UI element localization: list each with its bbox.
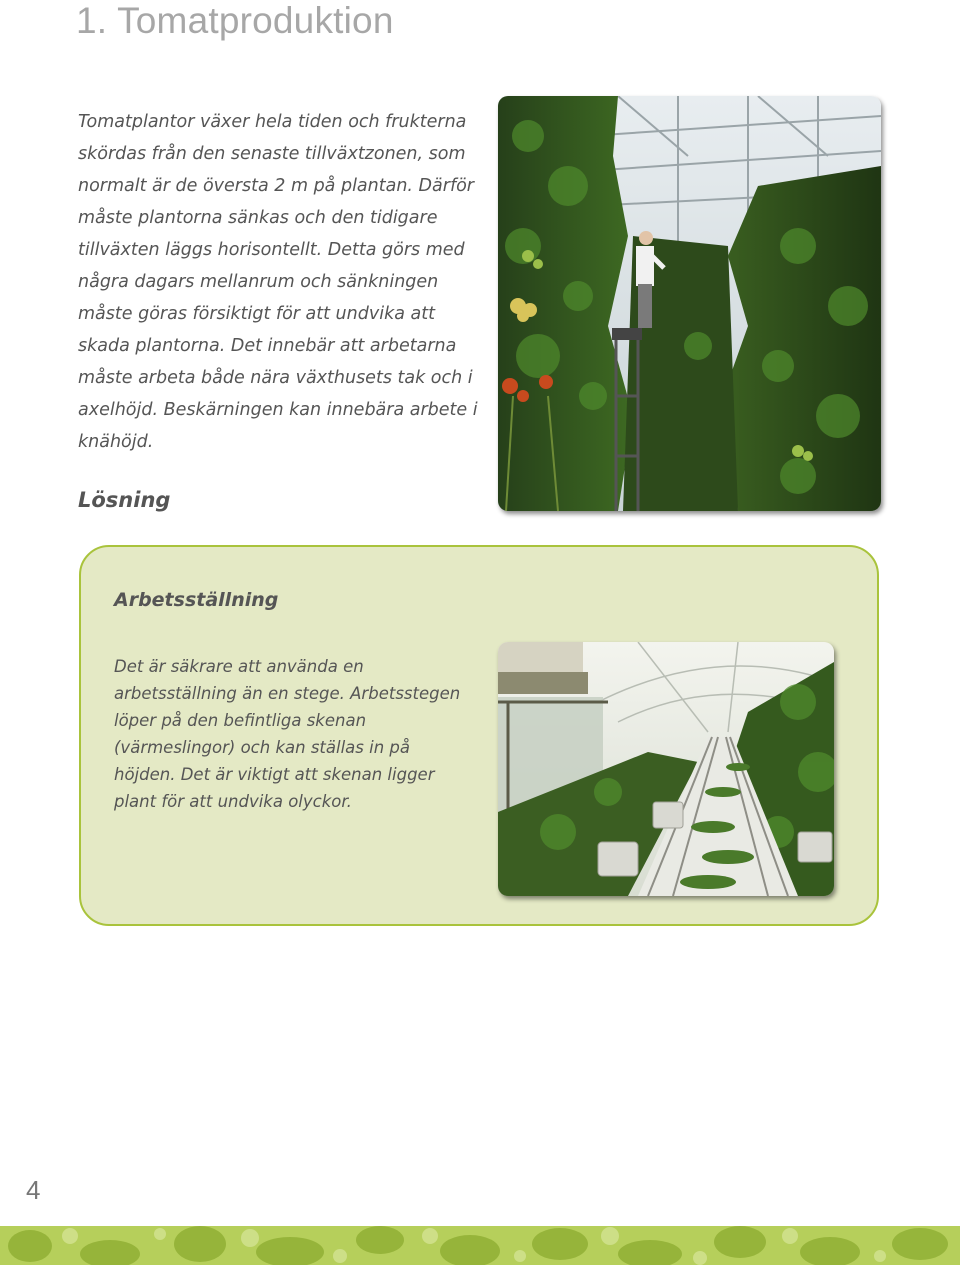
page-title: 1. Tomatproduktion: [76, 0, 394, 41]
solution-box: [79, 545, 879, 926]
page-number: 4: [26, 1175, 41, 1205]
solution-box-text: Det är säkrare att använda en arbetsställning än en stege. Arbetsstegen löper på den befintliga skenan (värmeslingor) och kan ställas in på höjden. Det är viktigt att skenan ligger plant för att undvika olyckor.: [114, 657, 461, 811]
greenhouse-worker-photo: [498, 96, 881, 511]
intro-paragraph: Tomatplantor växer hela tiden och frukterna skördas från den senaste tillväxtzonen, som normalt är de översta 2 m på plantan. Därför måste plantorna sänkas och den tidigare tillväxten läggs horisontellt. Detta görs med några dagars mellanrum och sänkningen måste göras försiktigt för att undvika att skada plantorna. Det innebär att arbetarna måste arbeta både nära växthusets tak och i axelhöjd. Beskärningen kan innebära arbete i knähöjd.: [78, 112, 478, 452]
greenhouse-aisle-photo: [498, 642, 834, 896]
solution-heading: Lösning: [78, 488, 171, 512]
solution-box-title: Arbetsställning: [114, 589, 279, 611]
footer-decorative-band: [0, 1226, 960, 1265]
